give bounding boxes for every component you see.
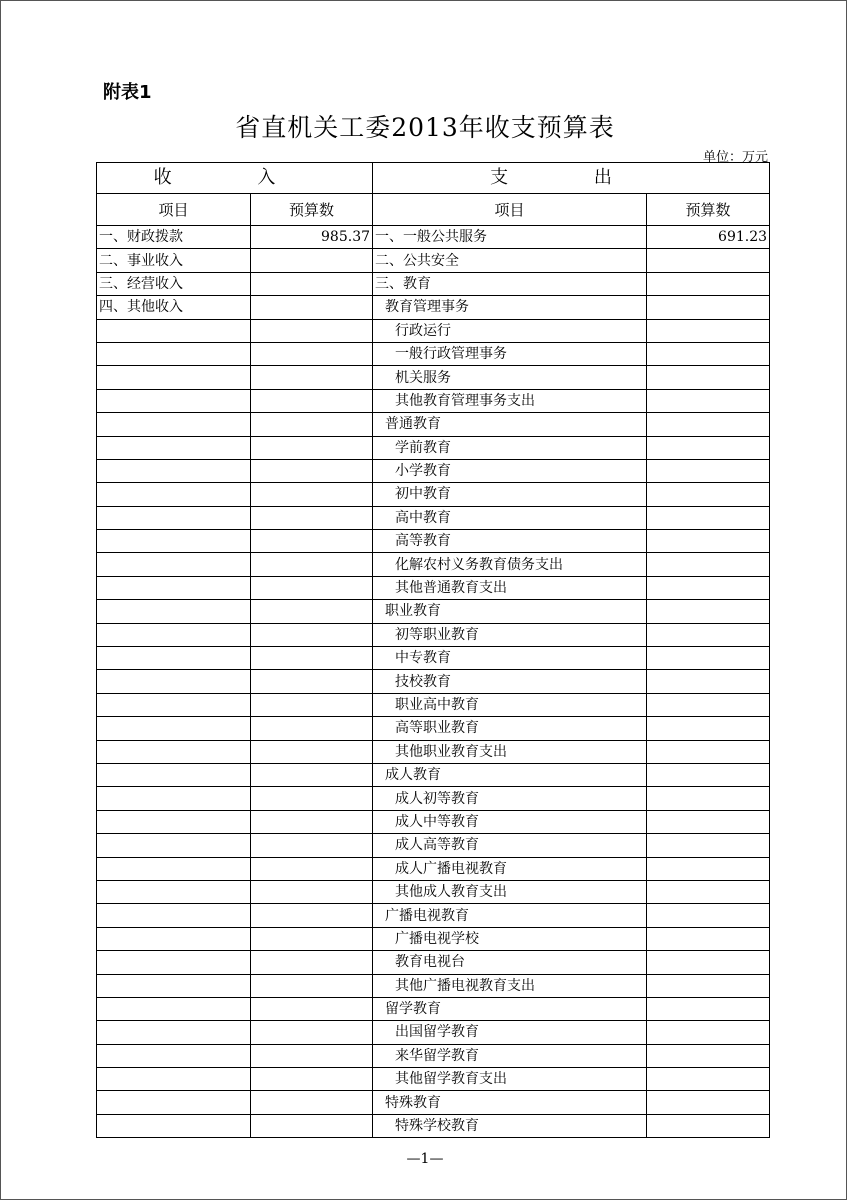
expenditure-budget-cell <box>647 249 770 272</box>
income-budget-cell <box>251 436 373 459</box>
expenditure-budget-cell <box>647 670 770 693</box>
table-row <box>97 530 770 553</box>
income-budget-header: 预算数 <box>251 194 373 226</box>
expenditure-item-cell: 一、一般公共服务 <box>373 226 647 249</box>
attachment-label: 附表1 <box>103 82 152 103</box>
expenditure-item-cell: 一般行政管理事务 <box>373 342 647 365</box>
expenditure-item-cell: 广播电视学校 <box>373 927 647 950</box>
income-item-cell <box>97 413 251 436</box>
table-row <box>97 506 770 529</box>
income-item-cell <box>97 436 251 459</box>
income-budget-cell <box>251 1044 373 1067</box>
income-item-cell <box>97 787 251 810</box>
expenditure-budget-cell <box>647 576 770 599</box>
income-item-cell <box>97 647 251 670</box>
income-budget-cell <box>251 483 373 506</box>
unit-label: 单位：万元 <box>702 150 768 165</box>
expenditure-budget-cell <box>647 600 770 623</box>
income-item-cell <box>97 483 251 506</box>
expenditure-budget-cell <box>647 834 770 857</box>
income-budget-cell <box>251 272 373 295</box>
income-budget-cell <box>251 553 373 576</box>
income-item-cell: 三、经营收入 <box>97 272 251 295</box>
column-header-row <box>97 194 770 226</box>
expenditure-budget-cell <box>647 483 770 506</box>
expenditure-budget-cell <box>647 763 770 786</box>
page-number: —1— <box>406 1151 444 1167</box>
income-item-cell <box>97 366 251 389</box>
income-budget-cell <box>251 927 373 950</box>
expenditure-budget-cell <box>647 436 770 459</box>
expenditure-item-cell: 其他成人教育支出 <box>373 880 647 903</box>
expenditure-item-cell: 其他职业教育支出 <box>373 740 647 763</box>
expenditure-item-cell: 出国留学教育 <box>373 1021 647 1044</box>
income-item-cell: 四、其他收入 <box>97 296 251 319</box>
income-budget-cell <box>251 787 373 810</box>
expenditure-budget-cell <box>647 693 770 716</box>
table-row <box>97 600 770 623</box>
table-row <box>97 436 770 459</box>
income-budget-cell <box>251 1114 373 1137</box>
expenditure-item-cell: 成人中等教育 <box>373 810 647 833</box>
income-budget-cell <box>251 834 373 857</box>
expenditure-budget-cell <box>647 506 770 529</box>
income-budget-cell <box>251 296 373 319</box>
income-item-cell <box>97 506 251 529</box>
income-item-cell <box>97 763 251 786</box>
expenditure-item-cell: 二、公共安全 <box>373 249 647 272</box>
expenditure-item-cell: 行政运行 <box>373 319 647 342</box>
income-section-header: 收 入 <box>97 163 373 194</box>
expenditure-item-cell: 职业高中教育 <box>373 693 647 716</box>
table-row <box>97 693 770 716</box>
table-row <box>97 904 770 927</box>
income-item-cell <box>97 880 251 903</box>
income-item-cell <box>97 1044 251 1067</box>
expenditure-item-cell: 成人教育 <box>373 763 647 786</box>
expenditure-item-cell: 来华留学教育 <box>373 1044 647 1067</box>
table-row <box>97 1091 770 1114</box>
table-row <box>97 717 770 740</box>
expenditure-budget-cell <box>647 787 770 810</box>
income-budget-cell <box>251 763 373 786</box>
expenditure-item-cell: 初中教育 <box>373 483 647 506</box>
expenditure-budget-cell <box>647 951 770 974</box>
table-row <box>97 647 770 670</box>
expenditure-item-cell: 教育电视台 <box>373 951 647 974</box>
expenditure-item-cell: 其他普通教育支出 <box>373 576 647 599</box>
expenditure-item-header: 项目 <box>373 194 647 226</box>
income-item-cell <box>97 1068 251 1091</box>
expenditure-item-cell: 其他教育管理事务支出 <box>373 389 647 412</box>
income-item-cell <box>97 319 251 342</box>
income-item-cell: 一、财政拨款 <box>97 226 251 249</box>
income-budget-cell <box>251 693 373 716</box>
income-budget-cell <box>251 740 373 763</box>
table-row <box>97 389 770 412</box>
expenditure-item-cell: 高中教育 <box>373 506 647 529</box>
expenditure-item-cell: 成人高等教育 <box>373 834 647 857</box>
table-row <box>97 623 770 646</box>
income-item-cell <box>97 857 251 880</box>
expenditure-budget-cell <box>647 459 770 482</box>
expenditure-budget-cell <box>647 740 770 763</box>
income-item-cell <box>97 951 251 974</box>
table-row <box>97 974 770 997</box>
table-row <box>97 1068 770 1091</box>
table-row <box>97 366 770 389</box>
expenditure-budget-header: 预算数 <box>647 194 770 226</box>
expenditure-budget-cell <box>647 1068 770 1091</box>
expenditure-budget-cell <box>647 530 770 553</box>
income-item-cell <box>97 600 251 623</box>
expenditure-item-cell: 特殊教育 <box>373 1091 647 1114</box>
expenditure-budget-cell <box>647 1114 770 1137</box>
expenditure-budget-cell <box>647 272 770 295</box>
expenditure-budget-cell <box>647 880 770 903</box>
table-row <box>97 342 770 365</box>
table-row <box>97 1044 770 1067</box>
expenditure-budget-cell <box>647 413 770 436</box>
income-item-cell <box>97 576 251 599</box>
expenditure-budget-cell <box>647 1044 770 1067</box>
table-row <box>97 927 770 950</box>
income-item-cell <box>97 1021 251 1044</box>
table-row <box>97 319 770 342</box>
income-budget-cell <box>251 506 373 529</box>
income-item-cell <box>97 553 251 576</box>
income-budget-cell <box>251 342 373 365</box>
income-budget-cell <box>251 530 373 553</box>
expenditure-budget-cell <box>647 974 770 997</box>
income-item-cell <box>97 693 251 716</box>
expenditure-item-cell: 化解农村义务教育债务支出 <box>373 553 647 576</box>
table-row <box>97 951 770 974</box>
income-budget-cell <box>251 1068 373 1091</box>
expenditure-budget-cell: 691.23 <box>647 226 770 249</box>
table-row <box>97 413 770 436</box>
expenditure-item-cell: 机关服务 <box>373 366 647 389</box>
expenditure-budget-cell <box>647 647 770 670</box>
expenditure-item-cell: 成人广播电视教育 <box>373 857 647 880</box>
income-budget-cell <box>251 576 373 599</box>
expenditure-section-header: 支 出 <box>373 163 770 194</box>
income-budget-cell <box>251 647 373 670</box>
expenditure-budget-cell <box>647 389 770 412</box>
expenditure-item-cell: 广播电视教育 <box>373 904 647 927</box>
expenditure-budget-cell <box>647 904 770 927</box>
expenditure-budget-cell <box>647 553 770 576</box>
income-budget-cell <box>251 1021 373 1044</box>
expenditure-item-cell: 留学教育 <box>373 997 647 1020</box>
income-budget-cell <box>251 366 373 389</box>
expenditure-budget-cell <box>647 717 770 740</box>
income-budget-cell <box>251 459 373 482</box>
income-item-cell <box>97 459 251 482</box>
income-item-cell <box>97 623 251 646</box>
expenditure-item-cell: 技校教育 <box>373 670 647 693</box>
table-row <box>97 834 770 857</box>
income-item-cell: 二、事业收入 <box>97 249 251 272</box>
income-budget-cell: 985.37 <box>251 226 373 249</box>
income-budget-cell <box>251 880 373 903</box>
expenditure-item-cell: 其他广播电视教育支出 <box>373 974 647 997</box>
table-row <box>97 1021 770 1044</box>
income-budget-cell <box>251 717 373 740</box>
income-item-cell <box>97 717 251 740</box>
income-budget-cell <box>251 413 373 436</box>
budget-table <box>96 162 770 1138</box>
table-row <box>97 249 770 272</box>
expenditure-budget-cell <box>647 623 770 646</box>
expenditure-item-cell: 成人初等教育 <box>373 787 647 810</box>
table-row <box>97 880 770 903</box>
income-budget-cell <box>251 623 373 646</box>
table-row <box>97 857 770 880</box>
table-row <box>97 810 770 833</box>
table-row <box>97 670 770 693</box>
income-budget-cell <box>251 1091 373 1114</box>
income-item-cell <box>97 997 251 1020</box>
section-header-row <box>97 163 770 194</box>
income-item-cell <box>97 1114 251 1137</box>
expenditure-item-cell: 初等职业教育 <box>373 623 647 646</box>
expenditure-item-cell: 小学教育 <box>373 459 647 482</box>
income-item-cell <box>97 1091 251 1114</box>
expenditure-budget-cell <box>647 319 770 342</box>
income-budget-cell <box>251 997 373 1020</box>
expenditure-item-cell: 特殊学校教育 <box>373 1114 647 1137</box>
table-row <box>97 787 770 810</box>
income-budget-cell <box>251 857 373 880</box>
expenditure-item-cell: 学前教育 <box>373 436 647 459</box>
income-item-cell <box>97 904 251 927</box>
income-item-cell <box>97 927 251 950</box>
income-item-cell <box>97 740 251 763</box>
expenditure-item-cell: 职业教育 <box>373 600 647 623</box>
table-row <box>97 296 770 319</box>
income-item-cell <box>97 530 251 553</box>
table-row <box>97 459 770 482</box>
income-budget-cell <box>251 319 373 342</box>
income-item-cell <box>97 670 251 693</box>
page-title: 省直机关工委2013年收支预算表 <box>235 113 615 142</box>
expenditure-budget-cell <box>647 927 770 950</box>
income-budget-cell <box>251 249 373 272</box>
expenditure-budget-cell <box>647 342 770 365</box>
income-item-header: 项目 <box>97 194 251 226</box>
table-row <box>97 226 770 249</box>
expenditure-item-cell: 普通教育 <box>373 413 647 436</box>
table-row <box>97 1114 770 1137</box>
table-row <box>97 997 770 1020</box>
income-item-cell <box>97 834 251 857</box>
expenditure-budget-cell <box>647 1021 770 1044</box>
income-budget-cell <box>251 389 373 412</box>
income-budget-cell <box>251 904 373 927</box>
expenditure-item-cell: 中专教育 <box>373 647 647 670</box>
income-item-cell <box>97 389 251 412</box>
income-item-cell <box>97 974 251 997</box>
expenditure-budget-cell <box>647 857 770 880</box>
table-row <box>97 763 770 786</box>
expenditure-budget-cell <box>647 810 770 833</box>
table-row <box>97 740 770 763</box>
income-budget-cell <box>251 600 373 623</box>
expenditure-item-cell: 高等教育 <box>373 530 647 553</box>
expenditure-item-cell: 其他留学教育支出 <box>373 1068 647 1091</box>
expenditure-item-cell: 三、教育 <box>373 272 647 295</box>
income-budget-cell <box>251 974 373 997</box>
table-row <box>97 483 770 506</box>
income-budget-cell <box>251 670 373 693</box>
income-item-cell <box>97 342 251 365</box>
expenditure-budget-cell <box>647 997 770 1020</box>
expenditure-budget-cell <box>647 366 770 389</box>
income-budget-cell <box>251 951 373 974</box>
expenditure-budget-cell <box>647 1091 770 1114</box>
expenditure-item-cell: 高等职业教育 <box>373 717 647 740</box>
table-row <box>97 553 770 576</box>
income-item-cell <box>97 810 251 833</box>
table-row <box>97 272 770 295</box>
table-row <box>97 576 770 599</box>
expenditure-budget-cell <box>647 296 770 319</box>
income-budget-cell <box>251 810 373 833</box>
expenditure-item-cell: 教育管理事务 <box>373 296 647 319</box>
